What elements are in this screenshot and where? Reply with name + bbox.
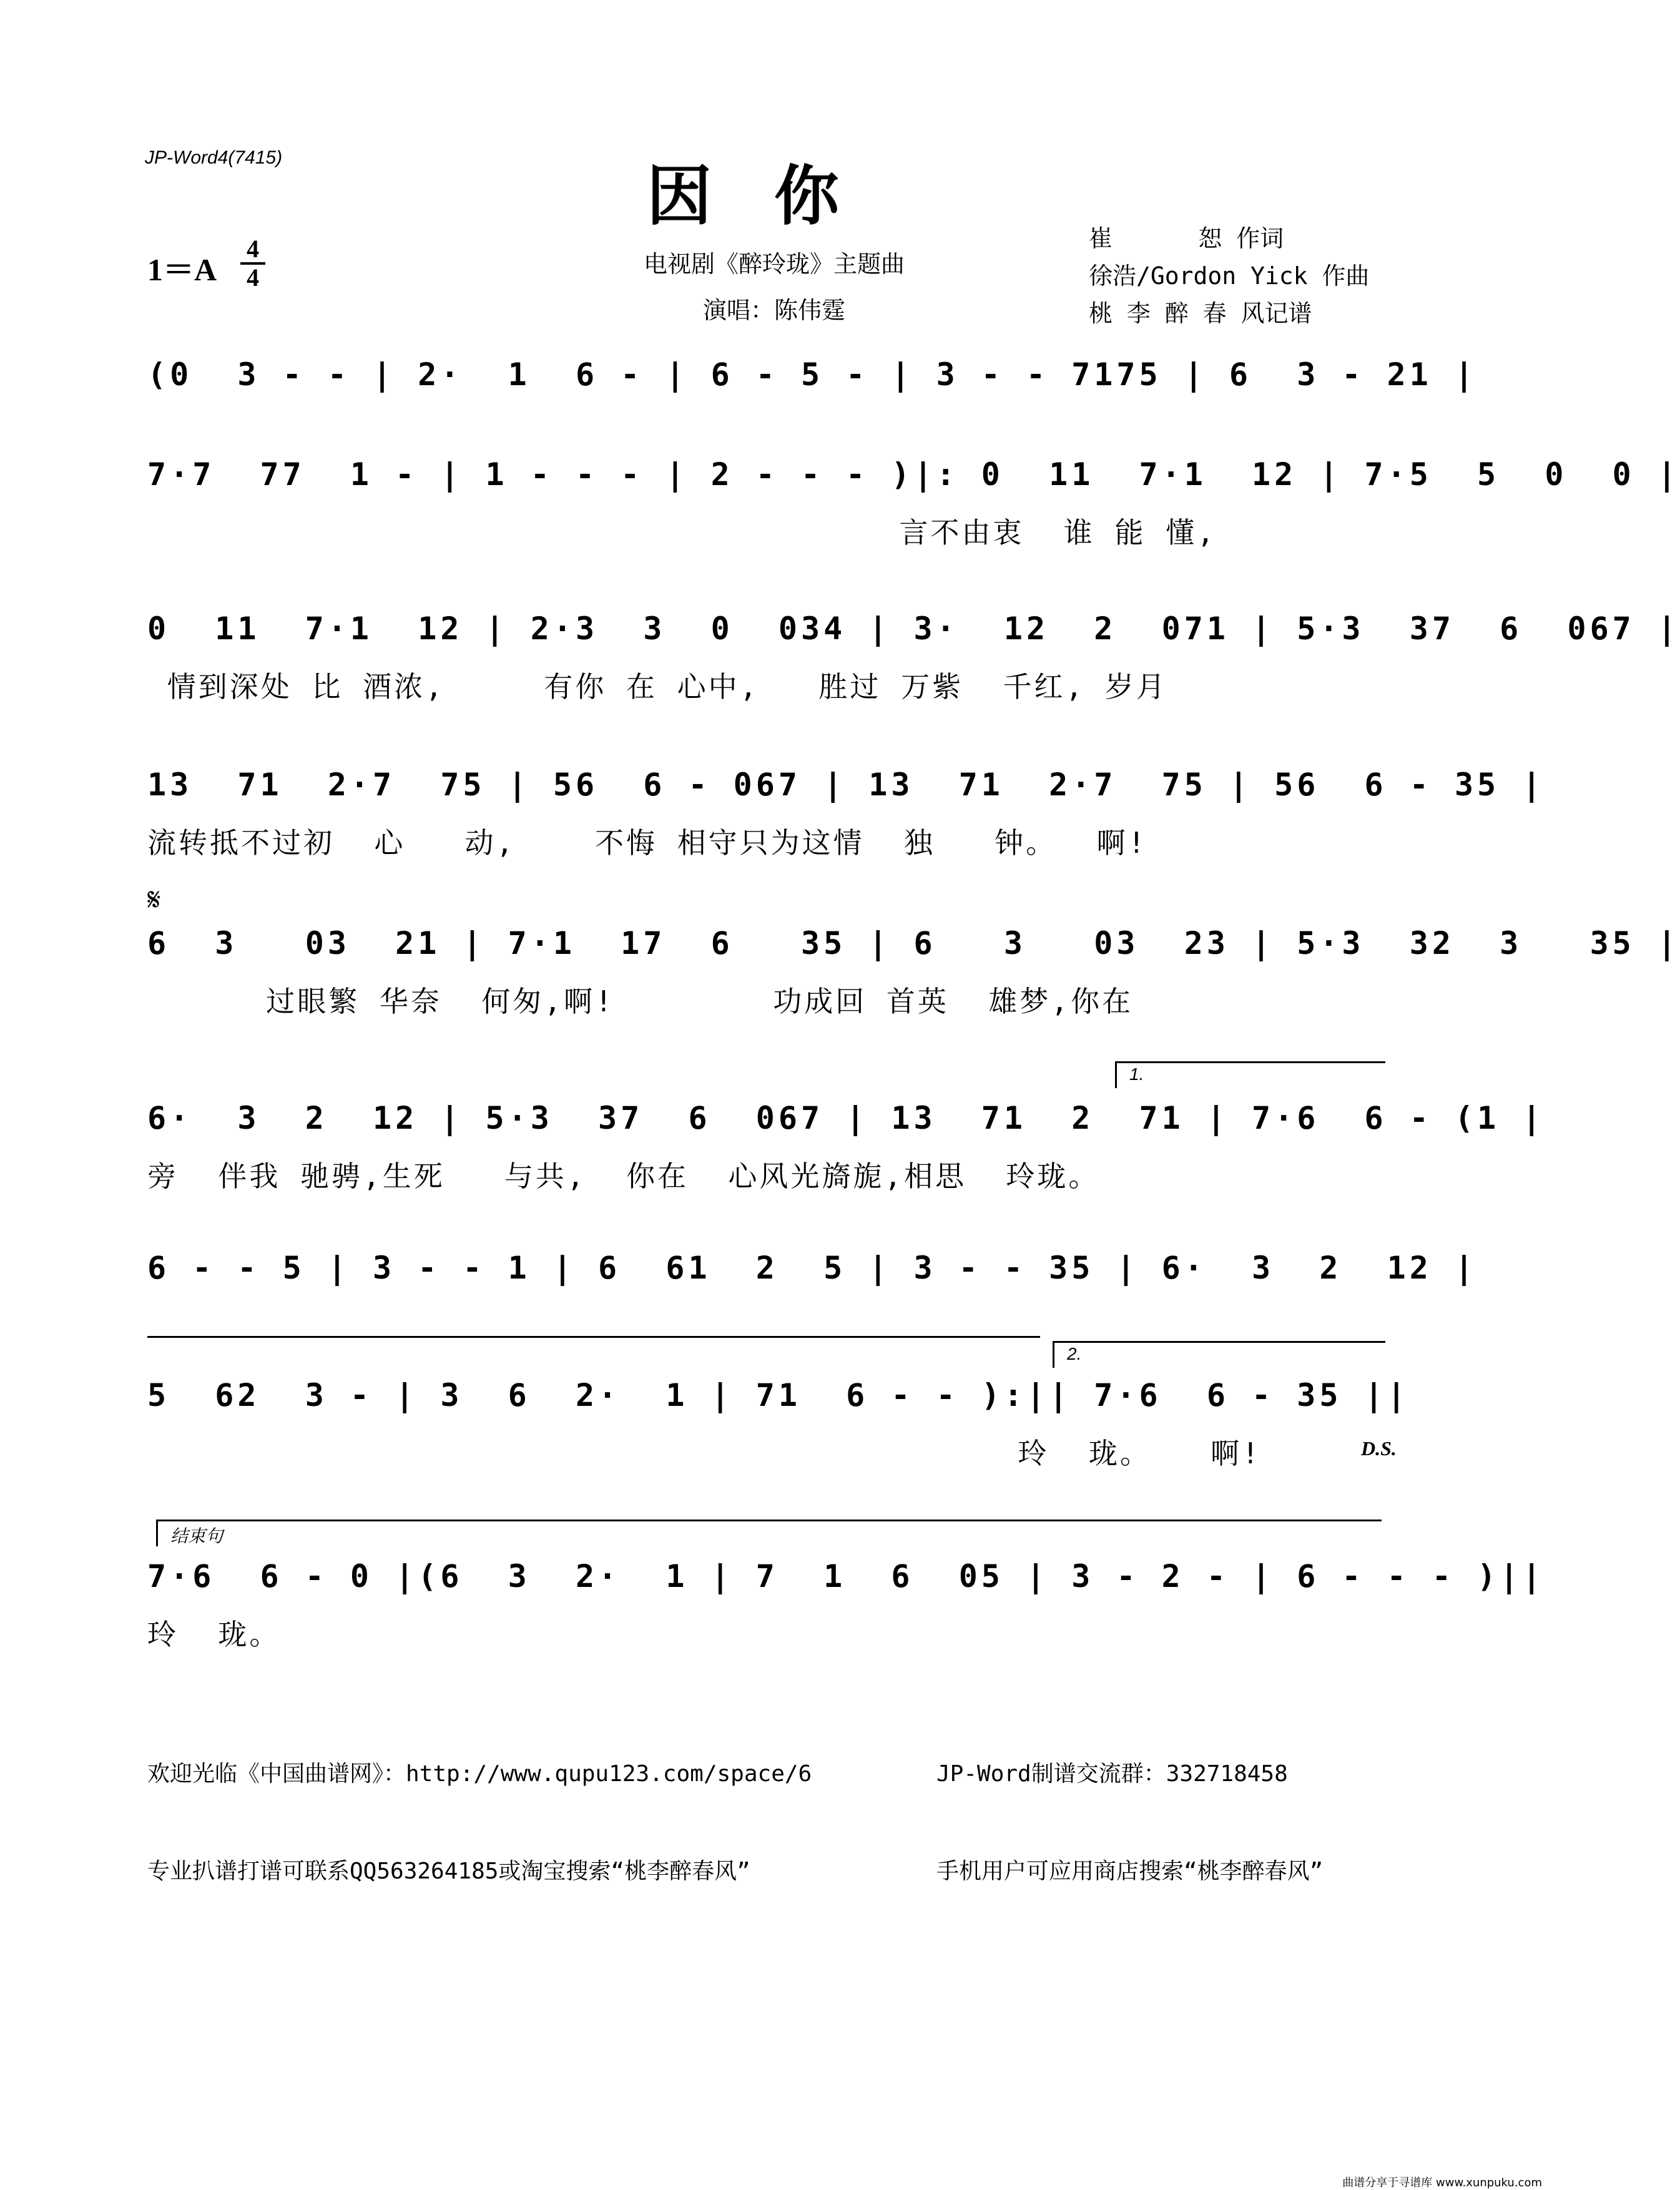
volta-1-bracket	[1115, 1061, 1385, 1088]
credits	[1089, 220, 1369, 332]
software-label: JP-Word4(7415)	[145, 147, 283, 168]
notation-line: 7·6 6 - 0 |(6 3 2· 1 | 7 1 6 05 | 3 - 2 - | 6 - - - )||	[147, 1558, 1545, 1594]
notation-line: 6 3 03 21 | 7·1 17 6 35 | 6 3 03 23 | 5·3 32 3 35 |	[147, 925, 1680, 961]
footer-right	[936, 1693, 1323, 1920]
notation-line: 13 71 2·7 75 | 56 6 - 067 | 13 71 2·7 75 | 56 6 - 35 |	[147, 767, 1545, 803]
coda-label: 结束句	[170, 1526, 224, 1546]
composer: 徐浩/Gordon Yick 作曲	[1089, 262, 1370, 290]
dal-segno-mark: D.S.	[1361, 1437, 1397, 1460]
watermark: 曲谱分享于寻谱库 www.xunpuku.com	[1342, 2176, 1542, 2189]
segno-sign: 𝄋	[147, 881, 161, 918]
coda-bracket	[156, 1520, 1382, 1546]
lyrics-line: 流转抵不过初 心 动, 不悔 相守只为这情 独 钟。 啊!	[147, 826, 1148, 860]
lyricist: 崔 恕 作词	[1089, 225, 1284, 252]
volta-2-label: 2.	[1067, 1344, 1082, 1363]
key-signature: 1＝A	[147, 252, 217, 287]
lyrics-line: 过眼繁 华奈 何匆,啊! 功成回 首英 雄梦,你在	[147, 985, 1133, 1018]
lyrics-line: 玲 珑。 啊!	[147, 1436, 1262, 1470]
footer-website: 欢迎光临《中国曲谱网》：http://www.qupu123.com/space/6	[147, 1761, 812, 1787]
subtitle: 电视剧《醉玲珑》主题曲	[643, 250, 905, 278]
notation-line: 6· 3 2 12 | 5·3 37 6 067 | 13 71 2 71 | 7·6 6 - (1 |	[147, 1100, 1545, 1136]
volta-2-bracket	[1053, 1341, 1385, 1368]
volta-1-label: 1.	[1129, 1064, 1144, 1084]
lyrics-line: 旁 伴我 驰骋,生死 与共, 你在 心风光旖旎,相思 玲珑。	[147, 1159, 1100, 1193]
footer-app: 手机用户可应用商店搜索“桃李醉春风”	[936, 1859, 1324, 1884]
transcriber: 桃 李 醉 春 风记谱	[1089, 300, 1312, 327]
song-title: 因你	[646, 157, 901, 234]
notation-line: 6 - - 5 | 3 - - 1 | 6 61 2 5 | 3 - - 35 | 6· 3 2 12 |	[147, 1250, 1478, 1286]
footer-left	[147, 1693, 812, 1920]
lyrics-line: 玲 珑。	[147, 1618, 281, 1651]
notation-line: 0 11 7·1 12 | 2·3 3 0 034 | 3· 12 2 071 | 5·3 37 6 067 |	[147, 611, 1680, 647]
notation-line: (0 3 - - | 2· 1 6 - | 6 - 5 - | 3 - - 7175 | 6 3 - 21 |	[147, 356, 1478, 393]
lyrics-line: 情到深处 比 酒浓, 有你 在 心中, 胜过 万紫 千红, 岁月	[147, 670, 1167, 704]
footer-contact: 专业扒谱打谱可联系QQ563264185或淘宝搜索“桃李醉春风”	[147, 1859, 750, 1884]
footer-group: JP-Word制谱交流群：332718458	[936, 1761, 1288, 1787]
lyrics-line: 言不由衷 谁 能 懂,	[147, 516, 1217, 549]
meter-top: 4	[247, 235, 259, 263]
singer: 演唱：陈伟霆	[702, 297, 845, 324]
repeat-bracket-line	[147, 1336, 1040, 1338]
meter-bottom: 4	[247, 263, 259, 292]
lyrics-line	[147, 413, 1402, 453]
notation-line: 7·7 77 1 - | 1 - - - | 2 - - - )|: 0 11 7·1 12 | 7·5 5 0 0 |	[147, 456, 1680, 493]
notation-line: 5 62 3 - | 3 6 2· 1 | 71 6 - - ):|| 7·6 6 - 35 ||	[147, 1377, 1410, 1413]
